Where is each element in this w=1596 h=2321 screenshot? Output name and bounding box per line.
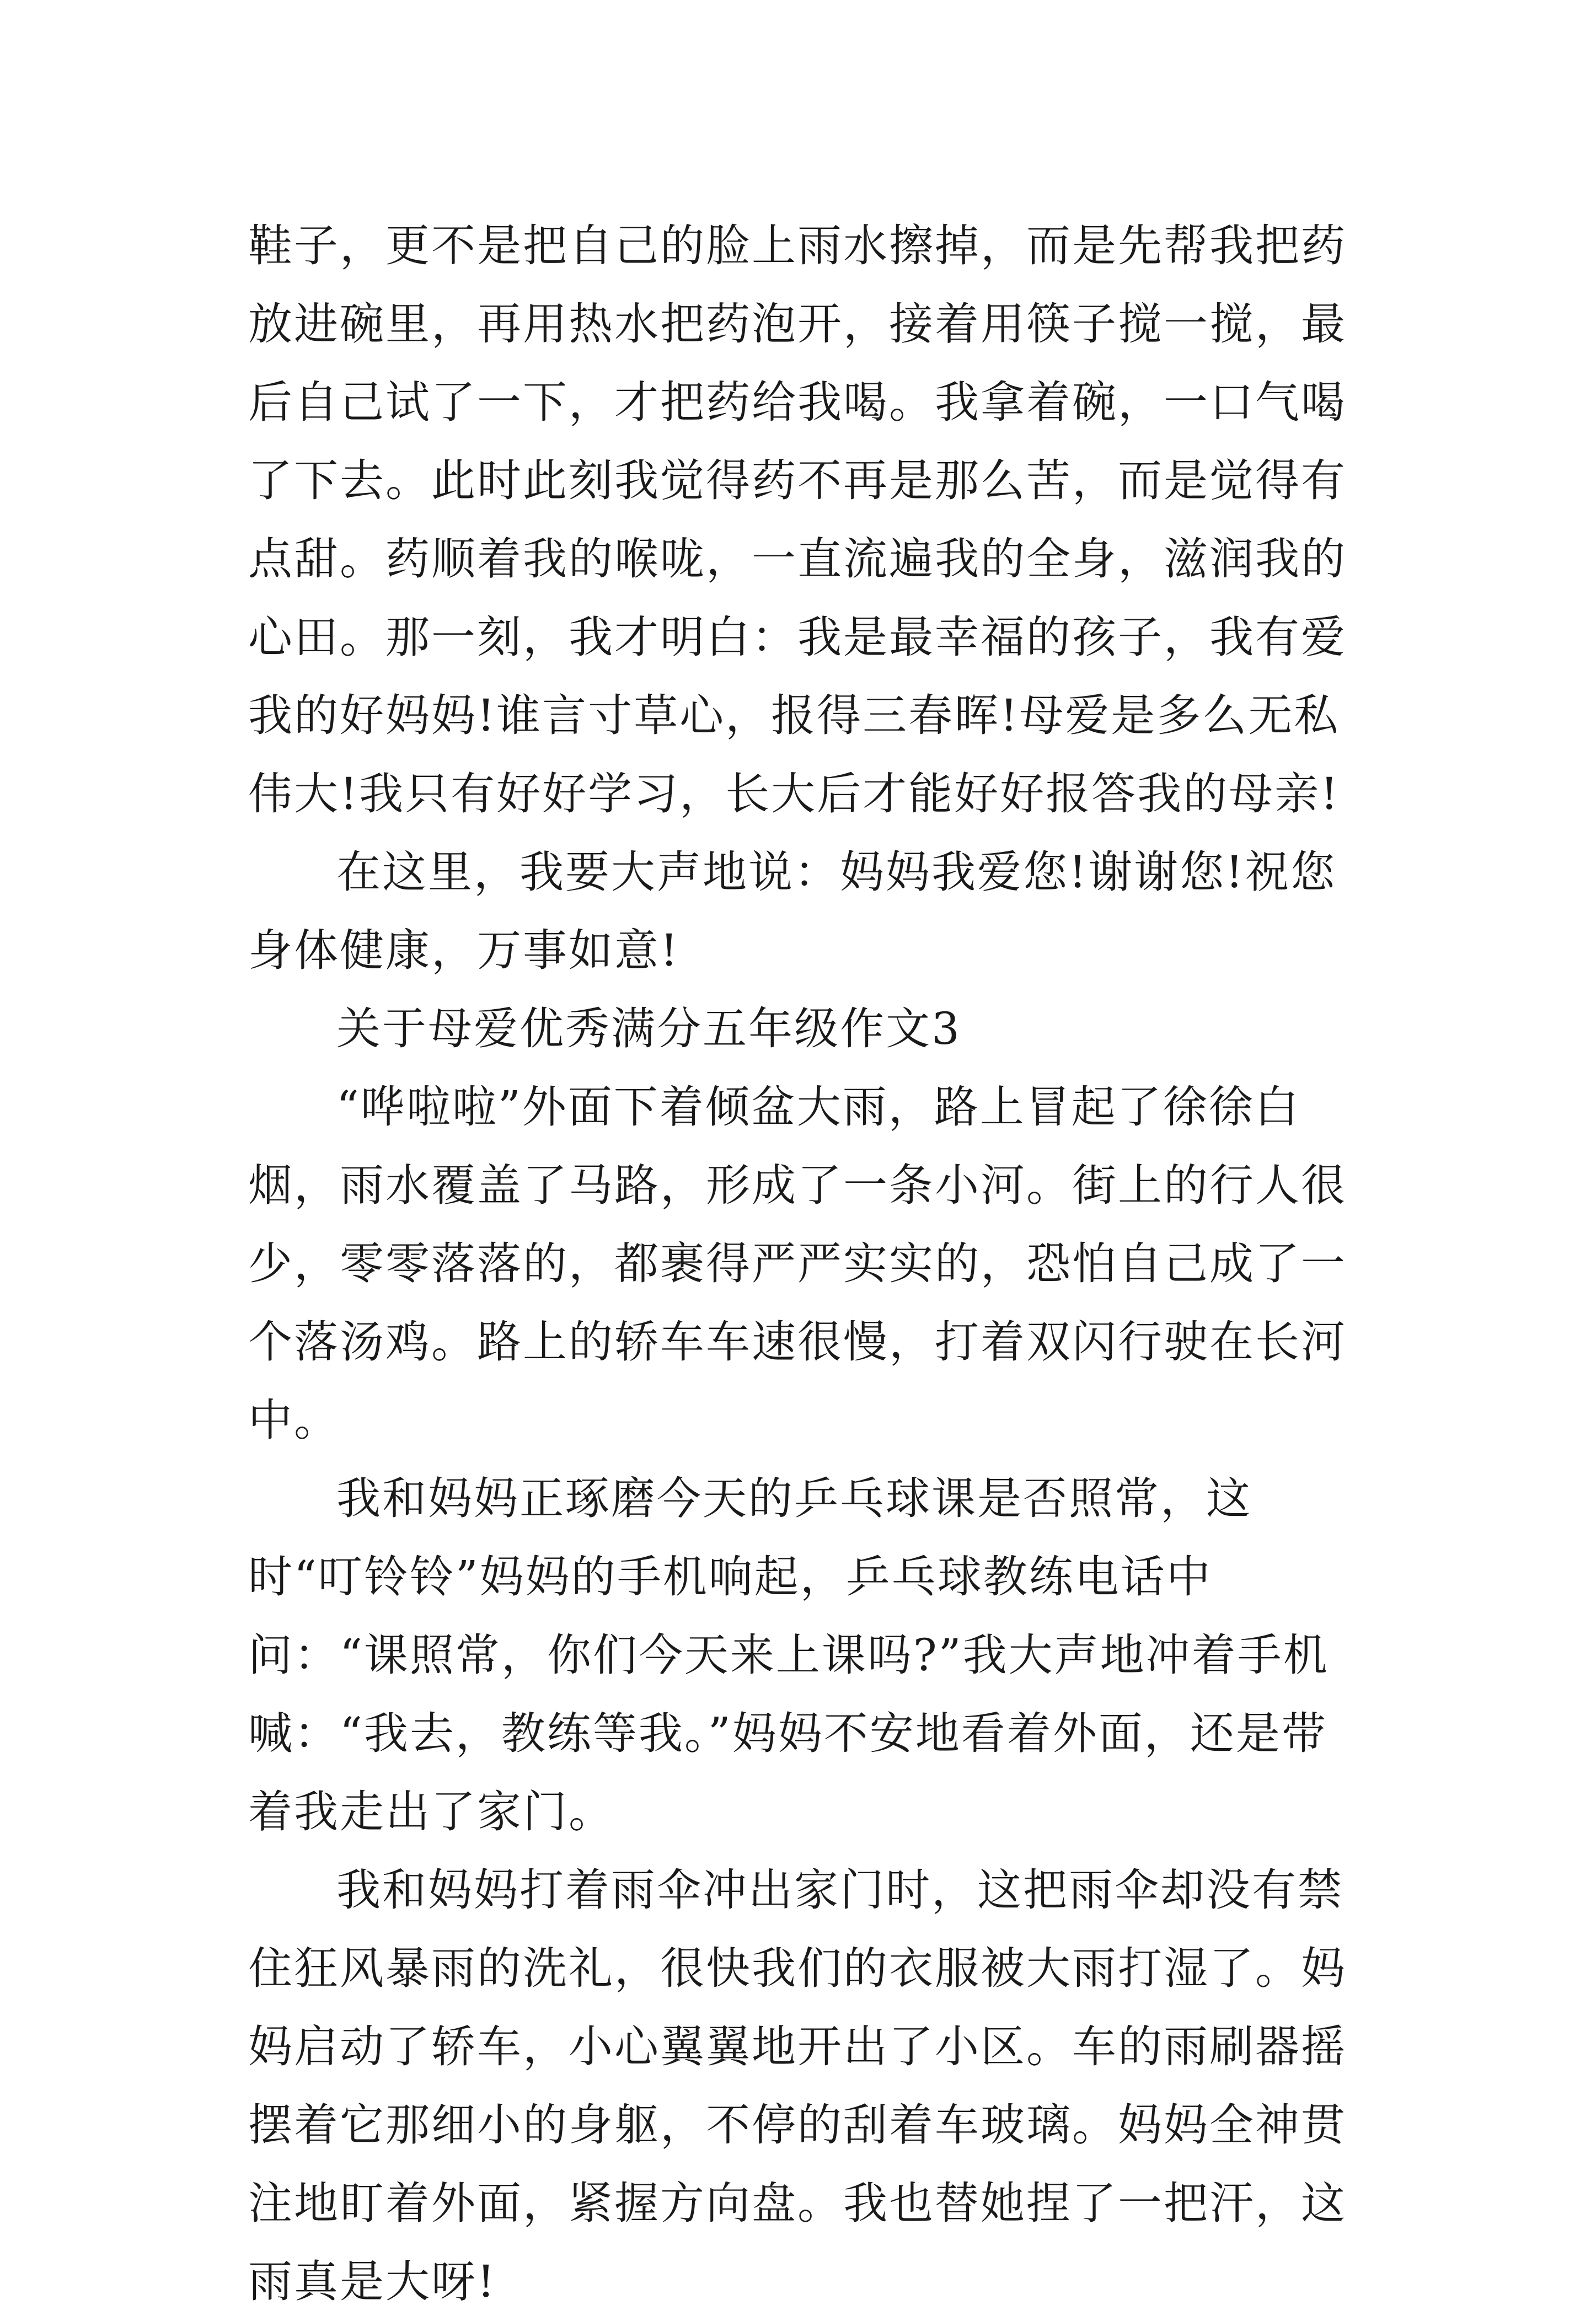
document-body xyxy=(248,207,1362,2321)
paragraph-continuation: 鞋子，更不是把自己的脸上雨水擦掉，而是先帮我把药放进碗里，再用热水把药泡开，接着用筷子搅一搅，最后自己试了一下，才把药给我喝。我拿着碗，一口气喝了下去。此时此刻我觉得药不再是那么苦，而是觉得有点甜。药顺着我的喉咙，一直流遍我的全身，滋润我的心田。那一刻，我才明白：我是最幸福的孩子，我有爱我的好妈妈!谁言寸草心，报得三春晖!母爱是多么无私伟大!我只有好好学习，长大后才能好好报答我的母亲! xyxy=(248,220,1347,819)
paragraph: 在这里，我要大声地说：妈妈我爱您!谢谢您!祝您身体健康，万事如意! xyxy=(248,846,1337,976)
paragraph: 我和妈妈正琢磨今天的乒乓球课是否照常，这时“叮铃铃”妈妈的手机响起，乒乓球教练电话中问：“课照常，你们今天来上课吗?”我大声地冲着手机喊：“我去，教练等我。”妈妈不安地看着外面，还是带着我走出了家门。 xyxy=(248,1473,1329,1837)
paragraph: 我和妈妈打着雨伞冲出家门时，这把雨伞却没有禁住狂风暴雨的洗礼，很快我们的衣服被大雨打湿了。妈妈启动了轿车，小心翼翼地开出了小区。车的雨刷器摇摆着它那细小的身躯，不停的刮着车玻璃。妈妈全神贯注地盯着外面，紧握方向盘。我也替她捏了一把汗，这雨真是大呀! xyxy=(248,1864,1347,2307)
paragraph: “哗啦啦”外面下着倾盆大雨，路上冒起了徐徐白烟，雨水覆盖了马路，形成了一条小河。街上的行人很少，零零落落的，都裹得严严实实的，恐怕自己成了一个落汤鸡。路上的轿车车速很慢，打着双闪行驶在长河中。 xyxy=(248,1081,1347,1446)
section-heading: 关于母爱优秀满分五年级作文3 xyxy=(336,1003,961,1054)
